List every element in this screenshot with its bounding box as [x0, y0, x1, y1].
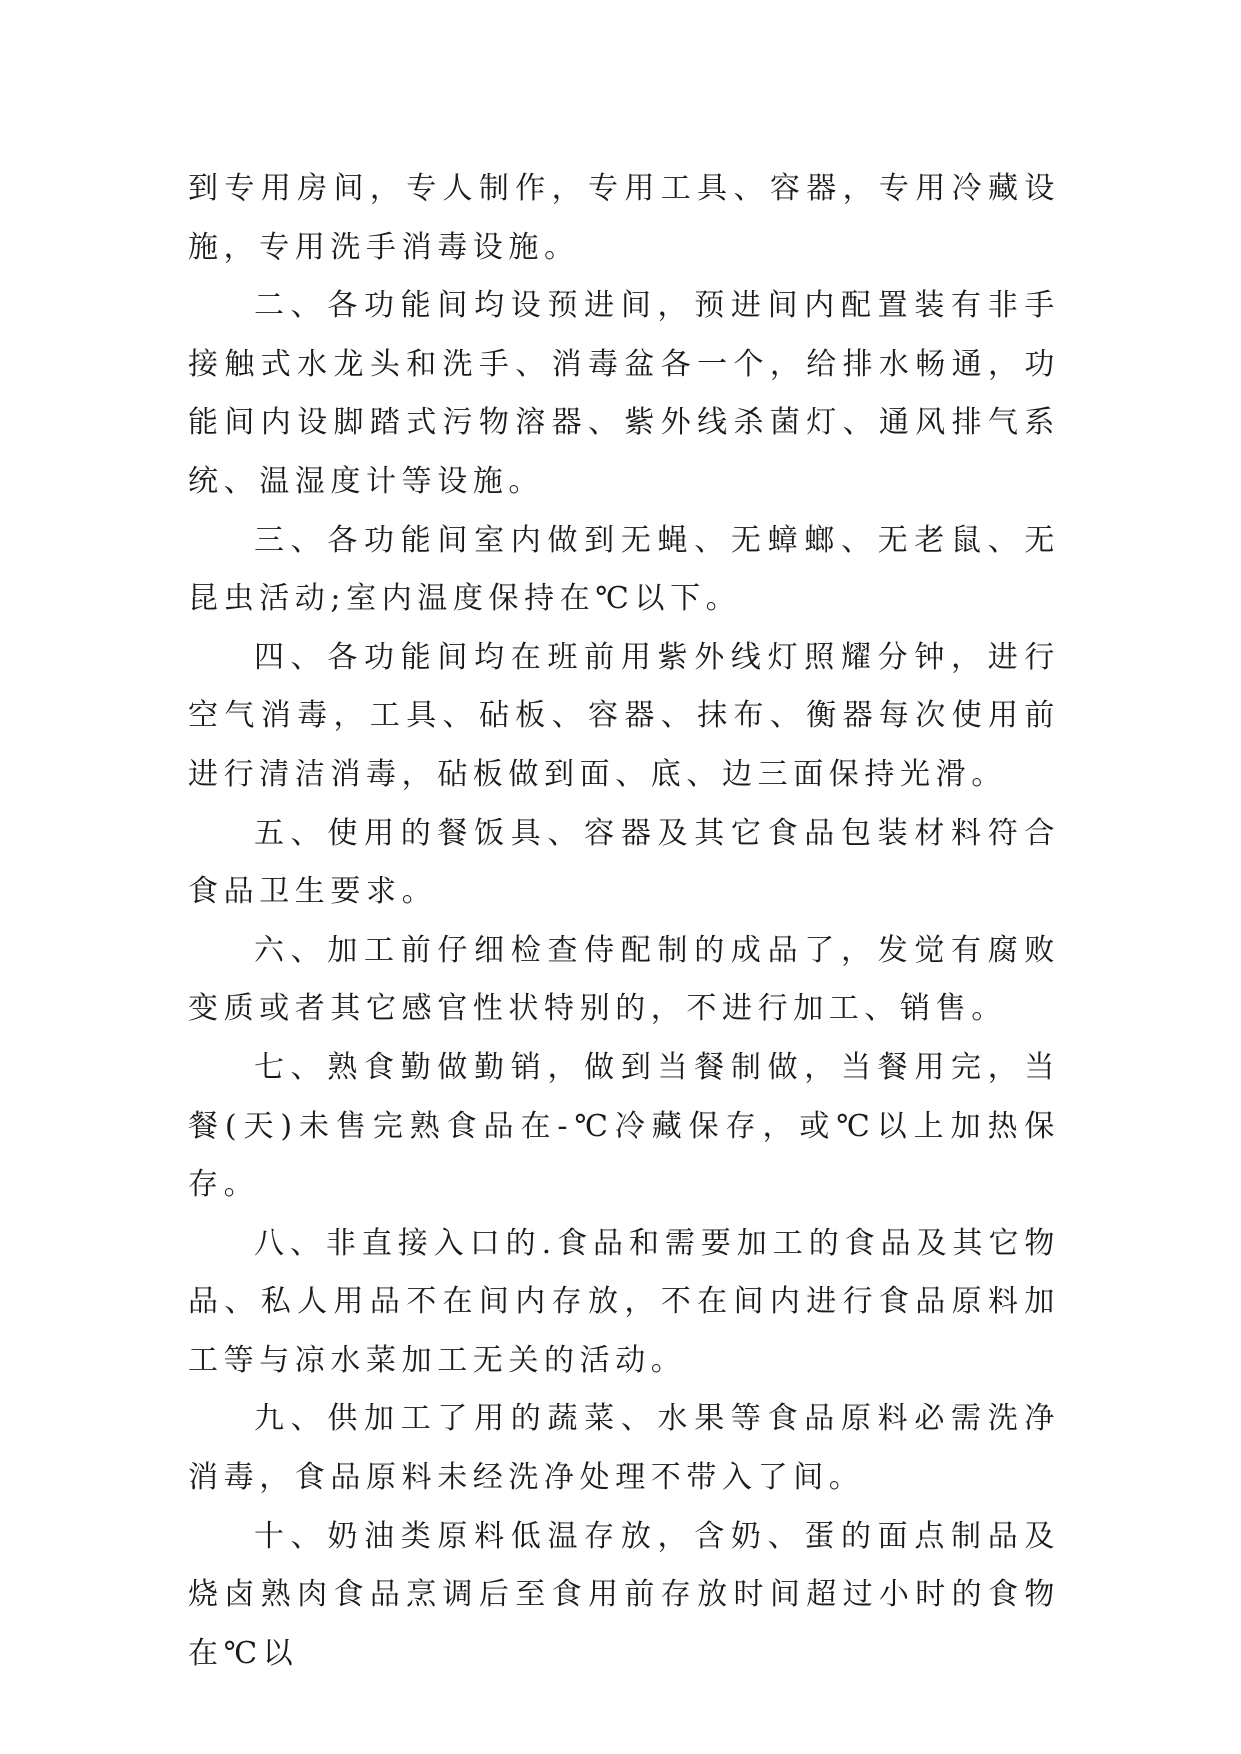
paragraph-item-6: 六、加工前仔细检查侍配制的成品了，发觉有腐败变质或者其它感官性状特别的，不进行加工、销售。: [188, 932, 1060, 1027]
paragraph-item-9: 九、供加工了用的蔬菜、水果等食品原料必需洗净消毒，食品原料未经洗净处理不带入了间。: [188, 1401, 1060, 1496]
paragraph-continuation: 到专用房间，专人制作，专用工具、容器，专用冷藏设施，专用洗手消毒设施。: [188, 171, 1060, 265]
paragraph-item-10: 十、奶油类原料低温存放，含奶、蛋的面点制品及烧卤熟肉食品烹调后至食用前存放时间超过小时的食物在℃以: [188, 1518, 1060, 1671]
paragraph-item-7: 七、熟食勤做勤销，做到当餐制做，当餐用完，当餐(天)未售完熟食品在-℃冷藏保存，或℃以上加热保存。: [188, 1049, 1060, 1203]
paragraph-item-8: 八、非直接入口的.食品和需要加工的食品及其它物品、私人用品不在间内存放，不在间内进行食品原料加工等与凉水菜加工无关的活动。: [188, 1225, 1060, 1378]
paragraph-item-4: 四、各功能间均在班前用紫外线灯照耀分钟，进行空气消毒，工具、砧板、容器、抹布、衡器每次使用前进行清洁消毒，砧板做到面、底、边三面保持光滑。: [188, 639, 1060, 792]
paragraph-item-3: 三、各功能间室内做到无蝇、无蟑螂、无老鼠、无昆虫活动;室内温度保持在℃以下。: [188, 522, 1060, 617]
paragraph-item-2: 二、各功能间均设预进间，预进间内配置装有非手接触式水龙头和洗手、消毒盆各一个，给排水畅通，功能间内设脚踏式污物溶器、紫外线杀菌灯、通风排气系统、温湿度计等设施。: [188, 288, 1060, 499]
document-body: [188, 160, 1060, 1683]
paragraph-item-5: 五、使用的餐饭具、容器及其它食品包装材料符合食品卫生要求。: [188, 815, 1060, 910]
